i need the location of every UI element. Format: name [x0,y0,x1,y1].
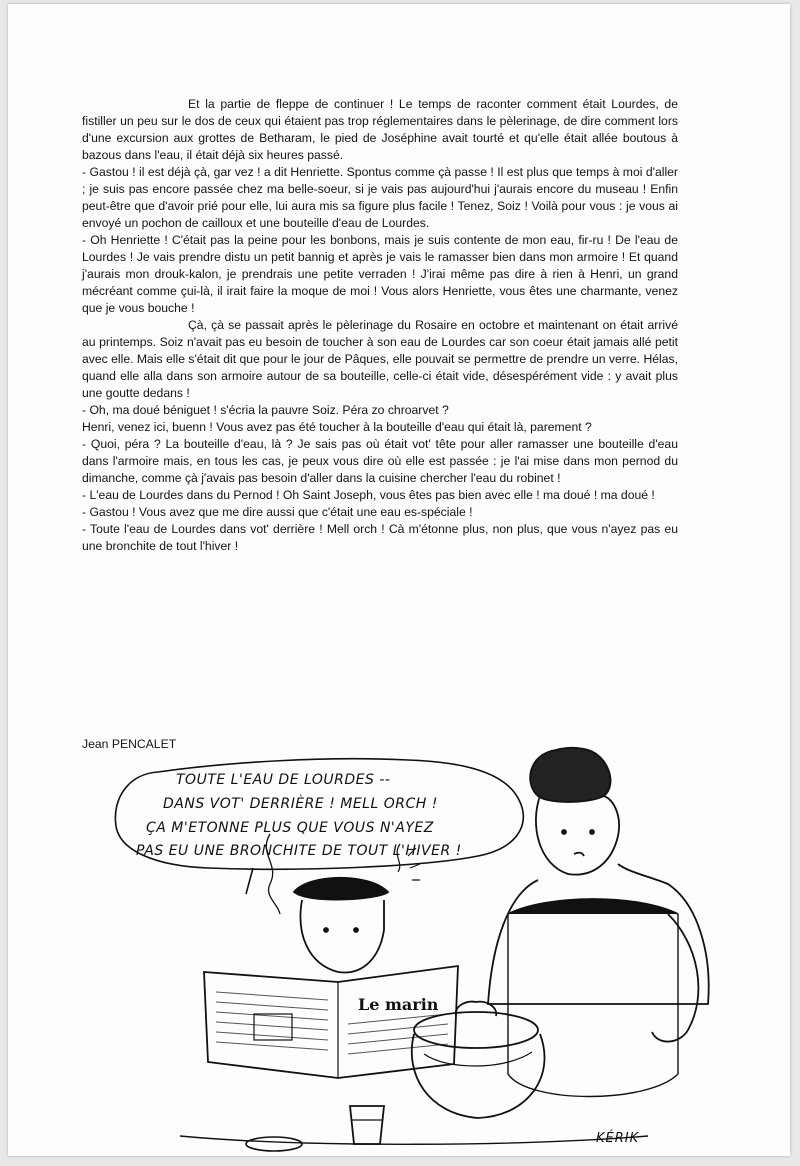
paragraph-6: Henri, venez ici, buenn ! Vous avez pas été toucher à la bouteille d'eau qui était là, parement ? [82,420,592,434]
bubble-line-1: TOUTE L'EAU DE LOURDES -- [176,772,391,788]
bubble-line-3: ÇA M'ETONNE PLUS QUE VOUS N'AYEZ [146,820,434,836]
glass [350,1106,384,1144]
paragraph-8: - L'eau de Lourdes dans du Pernod ! Oh Saint Joseph, vous êtes pas bien avec elle ! ma doué ! ma doué ! [82,488,655,502]
paragraph-3: - Oh Henriette ! C'était pas la peine pour les bonbons, mais je suis contente de mon eau, fir-ru ! De l'eau de Lourdes ! Je vais prendre distu un petit bannig et après je vais le ramasser bien dans mon armoire ! Et quand j'aurais mon drouk-kalon, je prendrais une petite verraden ! J'irai même pas dire à rien à Henri, un grand mécréant comme çui-là, il irait faire la moque de moi ! Vous alors Henriette, vous êtes une charmante, venez que je vous bouche ! [82,233,678,315]
paragraph-1: Et la partie de fleppe de continuer ! Le temps de raconter comment était Lourdes, de fistiller un peu sur le dos de ceux qui étaient pas trop réglementaires dans le pèlerinage, de dire comment lors d'une excursion aux grottes de Betharam, le pied de Joséphine avait tourté et qu'elle était allée boutous à bazous dans l'eau, il était déjà six heures passé. [82,97,678,162]
cartoon-illustration [8,744,790,1156]
author-signature: Jean PENCALET [82,737,177,751]
woman-figure [488,748,709,1097]
paragraph-4: Çà, çà se passait après le pèlerinage du Rosaire en octobre et maintenant on était arrivé au printemps. Soiz n'avait pas eu besoin de toucher à son eau de Lourdes car son coeur était jamais allé petit avec elle. Mais elle s'était dit que pour le jour de Pâques, elle pouvait se permettre de prendre un verre. Hélas, quand elle alla dans son armoire autour de sa bouteille, celle-ci était vide, désespérément vide : y avait plus une goutte dedans ! [82,318,678,400]
ashtray [246,1137,302,1151]
paragraph-7: - Quoi, péra ? La bouteille d'eau, là ? Je sais pas où était vot' tête pour aller ramasser une bouteille d'eau dans l'armoire mais, en tous les cas, je peux vous dire où elle est passée : je l'ai mise dans mon pernod du dimanche, comme çà j'avais pas besoin d'aller dans la cuisine chercher l'eau du robinet ! [82,437,678,485]
paragraph-5: - Oh, ma doué béniguet ! s'écria la pauvre Soiz. Péra zo chroarvet ? [82,403,449,417]
document-page [8,4,790,1156]
bubble-line-4: PAS EU UNE BRONCHITE DE TOUT L'HIVER ! [136,843,462,859]
newspaper-title: Le marin [358,995,439,1014]
paragraph-10: - Toute l'eau de Lourdes dans vot' derrière ! Mell orch ! Cà m'étonne plus, non plus, que vous n'ayez pas eu une bronchite de tout l'hiver ! [82,522,678,553]
paragraph-2: - Gastou ! il est déjà çà, gar vez ! a dit Henriette. Spontus comme çà passe ! Il est plus que temps à moi d'aller ; je suis pas encore passée chez ma belle-soeur, si je vais pas aujourd'hui j'aurais encore du museau ! Enfin peut-être que d'avoir prié pour elle, lui aura mis sa figure plus facile ! Tenez, Soiz ! Voilà pour vous : je vous ai envoyé un pochon de cailloux et une bouteille d'eau de Lourdes. [82,165,678,230]
bubble-line-2: DANS VOT' DERRIÈRE ! MELL ORCH ! [163,796,438,812]
paragraph-9: - Gastou ! Vous avez que me dire aussi que c'était une eau es-spéciale ! [82,505,473,519]
article-body [82,96,678,555]
artist-signature: KÉRIK [596,1131,640,1146]
